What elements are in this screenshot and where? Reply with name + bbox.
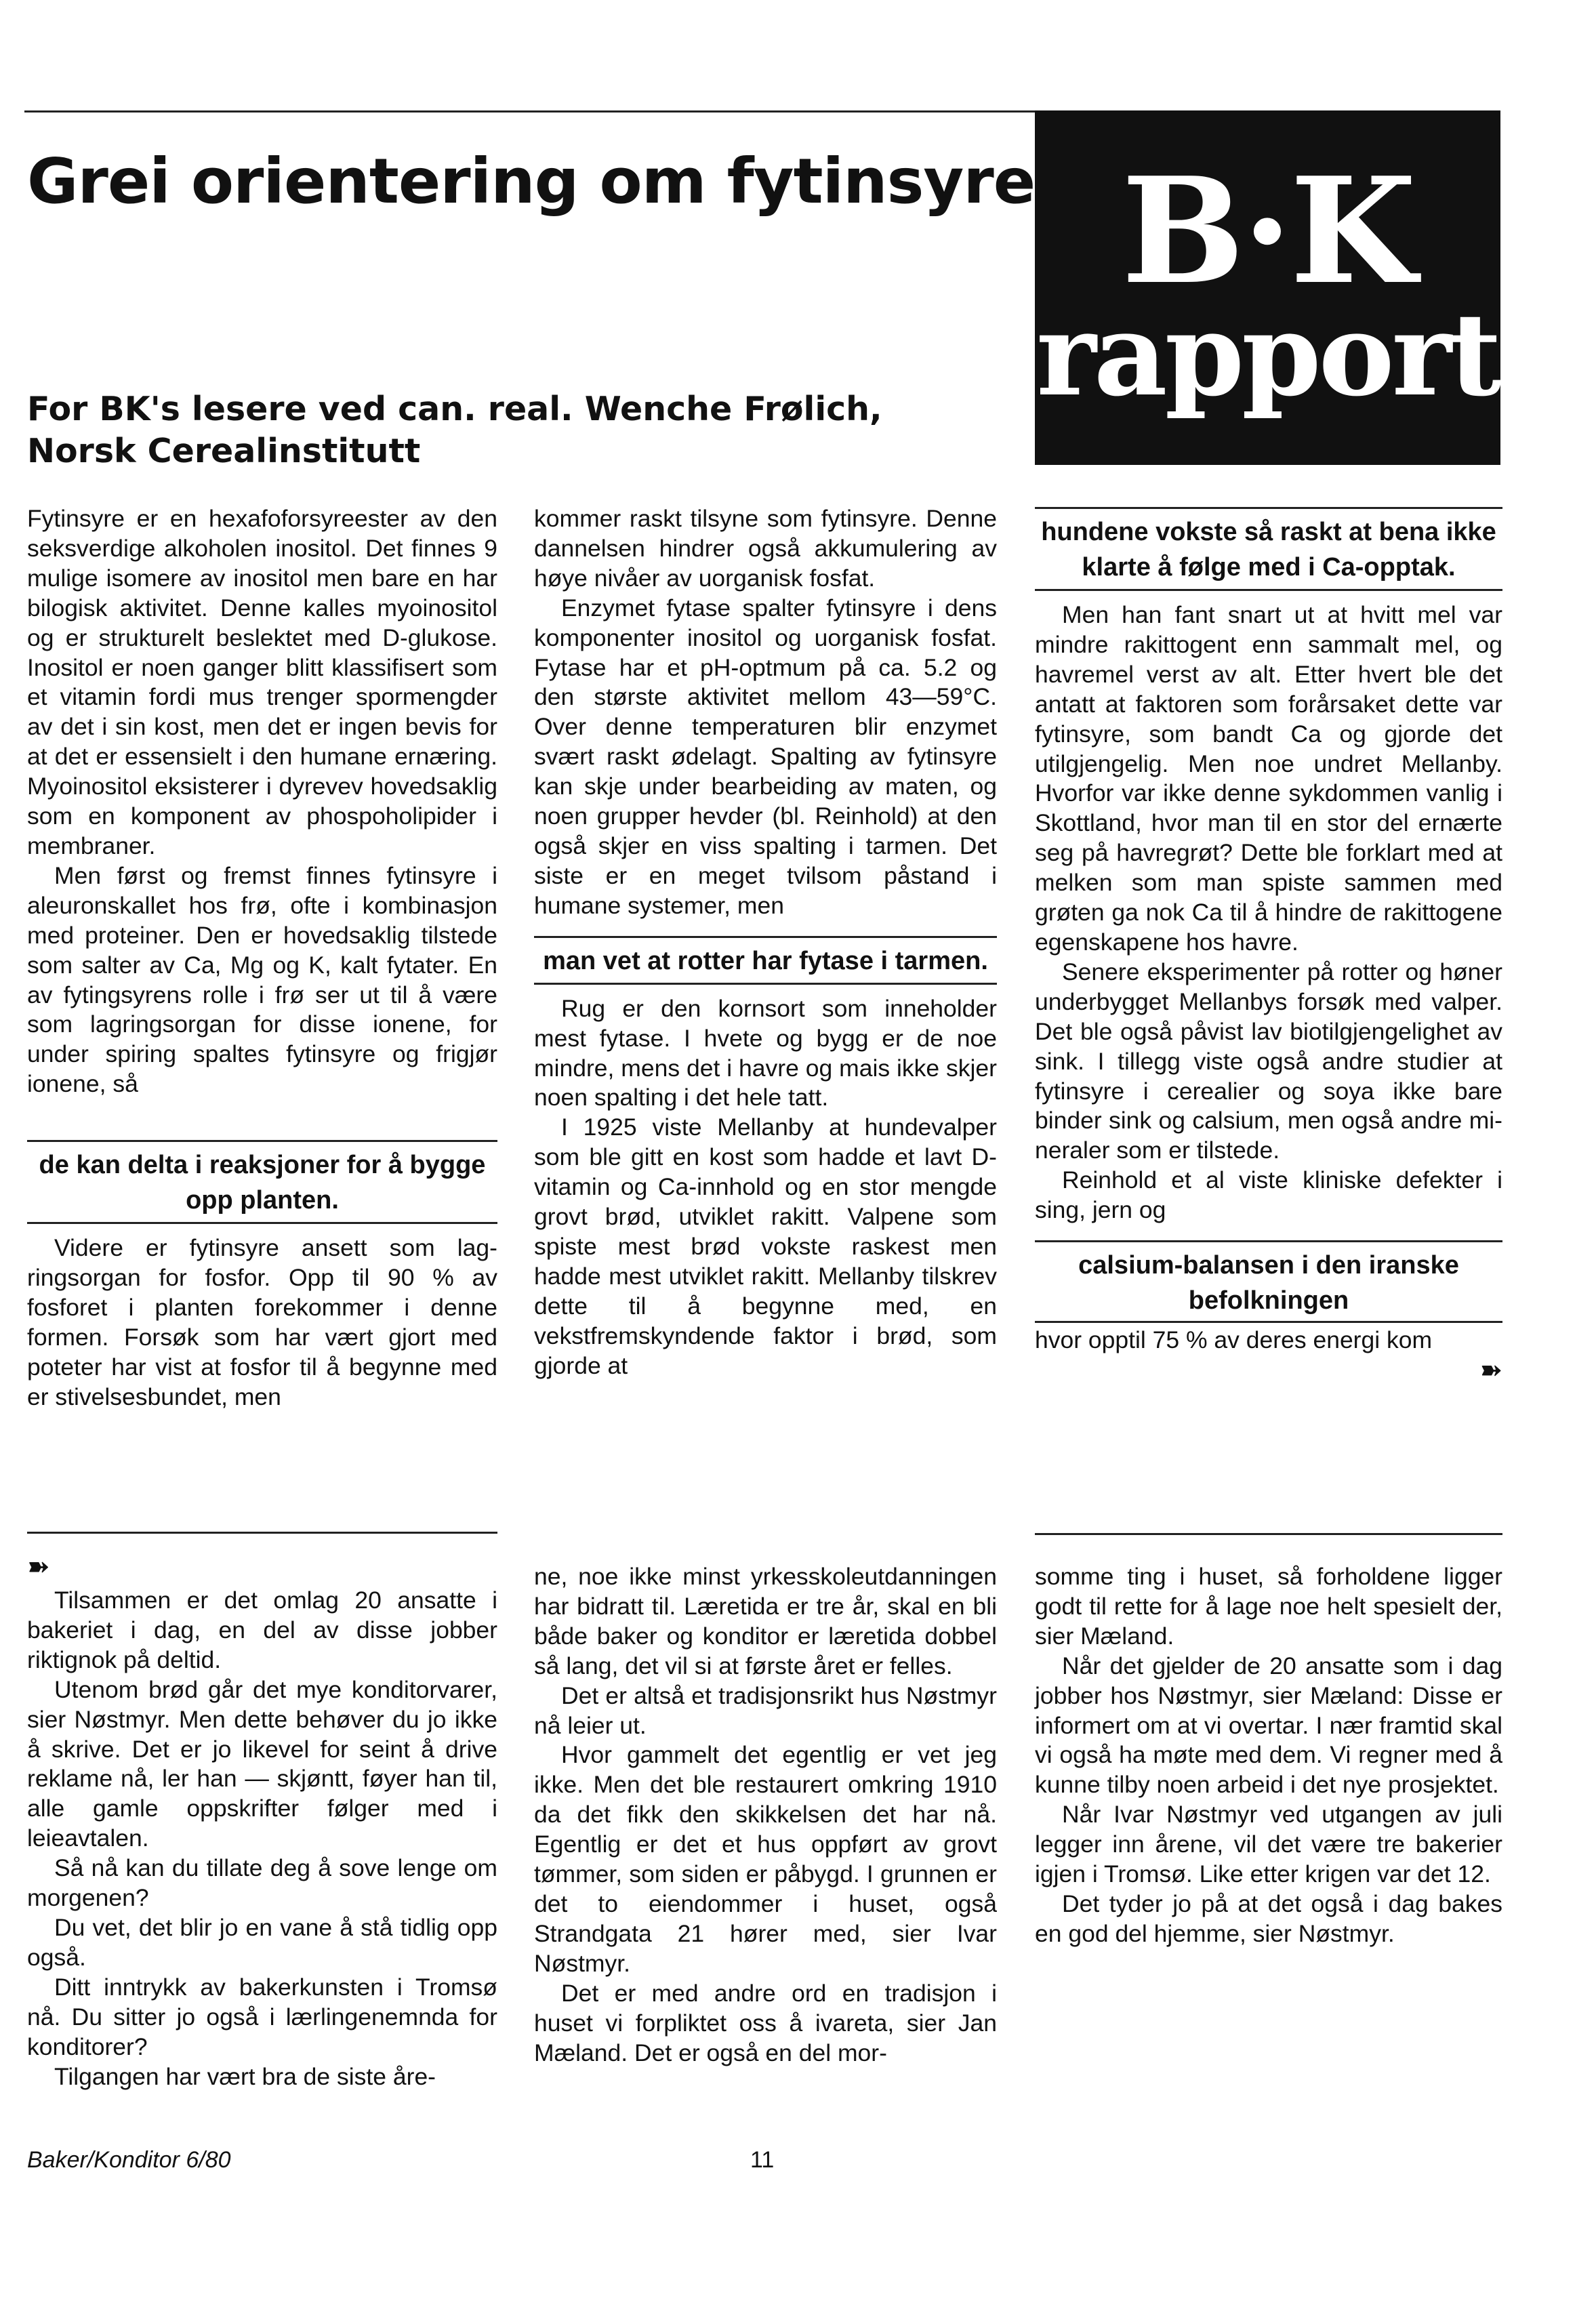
byline-affiliation: Norsk Cerealinstitutt	[27, 432, 421, 470]
paragraph: ne, noe ikke minst yrkesskoleutdanningen har bidratt til. Læretida er tre år, skal en bli både baker og konditor er læretida dobbel så lang, det vil si at første året er felles.	[534, 1563, 997, 1679]
footer-publication: Baker/Konditor 6/80	[27, 2147, 231, 2173]
paragraph: Når Ivar Nøstmyr ved utgangen av juli legger inn årene, vil det være tre bakerier igjen i Tromsø. Like etter krigen var det 12.	[1035, 1801, 1502, 1888]
pull-quote: calsium-balansen i den iranske befolkningen	[1035, 1240, 1502, 1318]
paragraph: Enzymet fytase spalter fytinsyre i dens komponenter inositol og uorganisk fosfat. Fytase har et pH-optmum på ca. 5.2 og den største aktivitet mellom 43—59°C. Over denne temperaturen blir enzymet svært raskt ødelagt. Spalting av fytinsyre kan skje under bearbeiding av maten, og noen grupper hevder (bl. Reinhold) at den også skjer en viss spalting i tarmen. Det siste er en meget tvilsom påstand i humane systemer, men	[534, 594, 997, 919]
article-column-2	[534, 504, 997, 1381]
paragraph: Senere eksperimenter på rotter og høner underbygget Mellanbys forsøk med valper. Det ble også påvist lav biotilgjengelighet av sink. I tillegg viste også andre studier at fytinsyre i cerealier og soya ikke bare binder sink og calsium, men også andre mineraler som er tilstede.	[1035, 958, 1502, 1164]
paragraph: Så nå kan du tillate deg å sove lenge om morgenen?	[27, 1854, 497, 1912]
paragraph: somme ting i huset, så forholdene ligger godt til rette for å lage noe helt spesielt der, sier Mæland.	[1035, 1563, 1502, 1650]
top-rule	[24, 110, 1041, 113]
pull-quote: hundene vokste så raskt at bena ikke klarte å følge med i Ca-opptak.	[1035, 507, 1502, 591]
paragraph: Men han fant snart ut at hvitt mel var mindre rakittogent enn sammalt mel, og havremel verst av alt. Etter hvert ble det antatt at faktoren som forårsaket dette var fytinsyre, som bandt Ca og gjorde det utilgjengelig. Men noe undret Mellanby. Hvorfor var ikke denne sykdommen vanlig i Skottland, hvor man til en stor del ernærte seg på havregrøt? Dette ble forklart med at melken som man spiste sammen med grøten ga nok Ca til å hindre de rakittogene egenskapene hos havre.	[1035, 601, 1502, 956]
paragraph: kommer raskt tilsyne som fytinsyre. Denne dannelsen hindrer også akkumulering av høye nivåer av uorganisk fosfat.	[534, 505, 997, 592]
continued-column-3	[1035, 1562, 1502, 1949]
paragraph: Rug er den kornsort som inneholder mest fytase. I hvete og bygg er de noe mindre, mens det i havre og mais ikke skjer noen spalting i det hele tatt.	[534, 994, 997, 1111]
article-column-1	[27, 504, 497, 1412]
paragraph: I 1925 viste Mellanby at hundevalper som ble gitt en kost som hadde et lavt D-vitamin og Ca-innhold og en stor mengde grovt brød, utviklet rakitt. Valpene som spiste mest brød vokste raskest men hadde mest utviklet rakitt. Mellanby tilskrev dette til å begynne med, en vekstfremskyndende faktor i brød, som gjorde at	[534, 1114, 997, 1379]
logo-rapport: rapport	[1036, 287, 1499, 422]
article-column-3	[1035, 497, 1502, 1384]
logo-bk: B·K	[1121, 145, 1414, 317]
paragraph: Det er med andre ord en tradisjon i huset vi forpliktet oss å ivareta, sier Jan Mæland. Det er også en del mor-	[534, 1979, 997, 2066]
section-divider-right	[1035, 1533, 1502, 1535]
paragraph: Videre er fytinsyre ansett som lagringsorgan for fosfor. Opp til 90 % av fosforet i planten forekommer i denne formen. Forsøk som har vært gjort med poteter har vist at fosfor til å begynne med er stivelsesbundet, men	[27, 1234, 497, 1410]
bk-rapport-logo	[1035, 110, 1500, 465]
article-title: Grei orientering om fytinsyre	[27, 145, 1036, 218]
pull-quote: man vet at rotter har fytase i tarmen.	[534, 936, 997, 985]
paragraph: Men først og fremst finnes fytinsyre i aleuronskallet hos frø, ofte i kombinasjon med proteiner. Den er hovedsaklig tilstede som salter av Ca, Mg og K, kalt fytater. En av fytingsyrens rolle i frø ser ut til å være som lagringsorgan for disse ionene, for under spiring spaltes fytinsyre og frigjør ionene, så	[27, 861, 497, 1098]
paragraph: Fytinsyre er en hexafoforsyreester av den seksverdige alkoholen inositol. Det finnes 9 mulige isomere av inositol men bare en har bilogisk aktivitet. Denne kalles myoinositol og er strukturelt beslektet med D-glukose. Inositol er noen ganger blitt klassifisert som et vitamin fordi mus trenger spormengder av det i sin kost, men det er ingen bevis for at det er essensielt i den humane ernæring. Myoinositol eksisterer i dyrevev hovedsaklig som en komponent av phospoholipider i membraner.	[27, 505, 497, 859]
pull-quote: de kan delta i reaksjoner for å bygge opp planten.	[27, 1140, 497, 1224]
byline	[27, 388, 989, 472]
continue-arrow-icon: ➽	[1479, 1354, 1502, 1386]
paragraph: Reinhold et al viste kliniske defekter i sing, jern og	[1035, 1166, 1502, 1224]
paragraph: Tilsammen er det omlag 20 ansatte i bakeriet i dag, en del av disse jobber riktignok på deltid.	[27, 1587, 497, 1673]
byline-author: For BK's lesere ved can. real. Wenche Frølich,	[27, 390, 882, 428]
paragraph: Når det gjelder de 20 ansatte som i dag jobber hos Nøstmyr, sier Mæland: Disse er informert om at vi overtar. I nær framtid skal vi også ha møte med dem. Vi regner med å kunne tilby noen arbeid i det nye prosjektet.	[1035, 1652, 1502, 1799]
paragraph: Tilgangen har vært bra de siste åre-	[54, 2062, 436, 2090]
continued-column-1	[27, 1553, 497, 2091]
paragraph: hvor opptil 75 % av deres energi kom	[1035, 1326, 1433, 1354]
section-divider-left	[27, 1532, 497, 1534]
paragraph: Det tyder jo på at det også i dag bakes en god del hjemme, sier Nøstmyr.	[1035, 1890, 1502, 1947]
paragraph: Det er altså et tradisjonsrikt hus Nøstmyr nå leier ut.	[534, 1681, 997, 1739]
paragraph: Utenom brød går det mye konditorvarer, sier Nøstmyr. Men dette behøver du jo ikke å skrive. Det er jo likevel for seint å drive reklame nå, ler han — skjøntt, føyer han til, alle gamle oppskrifter følger med i leieavtalen.	[27, 1675, 497, 1852]
footer-page-number: 11	[750, 2147, 775, 2173]
continued-column-2	[534, 1562, 997, 2068]
paragraph: Du vet, det blir jo en vane å stå tidlig opp også.	[27, 1913, 497, 1971]
paragraph: Hvor gammelt det egentlig er vet jeg ikke. Men det ble restaurert omkring 1910 da det fikk den skikkelsen det har nå. Egentlig er det et hus oppført av grovt tømmer, som siden er påbygd. I grunnen er det to eiendommer i huset, også Strandgata 21 hører med, sier Ivar Nøstmyr.	[534, 1741, 997, 1977]
start-arrow-icon: ➽	[27, 1551, 50, 1583]
paragraph: Ditt inntrykk av bakerkunsten i Tromsø nå. Du sitter jo også i lærlingenemnda for konditorer?	[27, 1973, 497, 2060]
pull-quote-rule	[1035, 1321, 1502, 1323]
